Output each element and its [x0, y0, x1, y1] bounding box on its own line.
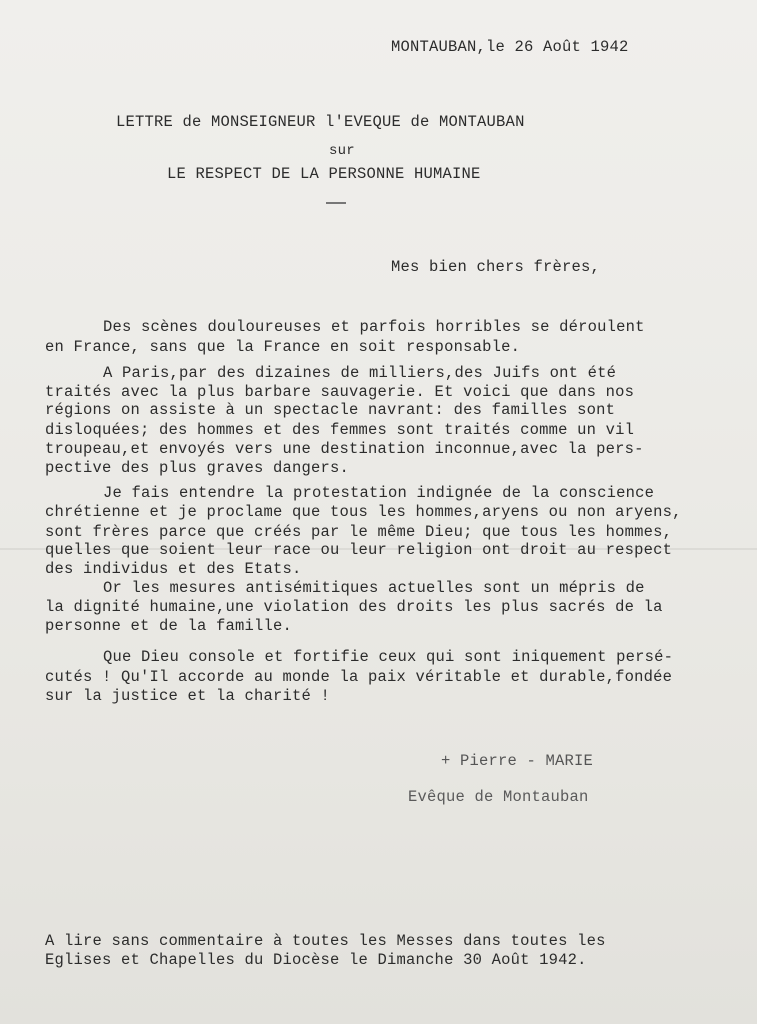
paragraph-2-line-2: traités avec la plus barbare sauvagerie. Et voici que dans nos: [45, 383, 635, 401]
paragraph-2-line-4: disloquées; des hommes et des femmes sont traités comme un vil: [45, 421, 635, 439]
paragraph-4-line-1: Or les mesures antisémitiques actuelles sont un mépris de: [103, 579, 645, 597]
paragraph-2-line-6: pective des plus graves dangers.: [45, 459, 350, 477]
paragraph-5-line-2: cutés ! Qu'Il accorde au monde la paix véritable et durable,fondée: [45, 668, 673, 686]
letter-title-line-2: sur: [329, 143, 355, 159]
paragraph-5-line-1: Que Dieu console et fortifie ceux qui sont iniquement persé-: [103, 648, 674, 666]
paragraph-5-line-3: sur la justice et la charité !: [45, 687, 331, 705]
paragraph-1-line-1: Des scènes douloureuses et parfois horribles se déroulent: [103, 318, 645, 336]
paragraph-3-line-2: chrétienne et je proclame que tous les hommes,aryens ou non aryens,: [45, 503, 682, 521]
letter-title-line-3: LE RESPECT DE LA PERSONNE HUMAINE: [167, 165, 481, 183]
salutation: Mes bien chers frères,: [391, 258, 601, 276]
paragraph-3-line-3: sont frères parce que créés par le même Dieu; que tous les hommes,: [45, 523, 673, 541]
paragraph-3-line-5: des individus et des Etats.: [45, 560, 302, 578]
signature-name: + Pierre - MARIE: [441, 752, 594, 770]
paragraph-2-line-5: troupeau,et envoyés vers une destination inconnue,avec la pers-: [45, 440, 644, 458]
paragraph-4-line-3: personne et de la famille.: [45, 617, 293, 635]
paragraph-1-line-2: en France, sans que la France en soit responsable.: [45, 338, 521, 356]
paragraph-2-line-3: régions on assiste à un spectacle navrant: des familles sont: [45, 401, 616, 419]
footer-line-2: Eglises et Chapelles du Diocèse le Dimanche 30 Août 1942.: [45, 951, 587, 969]
paragraph-2-line-1: A Paris,par des dizaines de milliers,des Juifs ont été: [103, 364, 617, 382]
letter-title-line-1: LETTRE de MONSEIGNEUR l'EVEQUE de MONTAUBAN: [116, 113, 525, 131]
paragraph-4-line-2: la dignité humaine,une violation des droits les plus sacrés de la: [45, 598, 663, 616]
footer-line-1: A lire sans commentaire à toutes les Messes dans toutes les: [45, 932, 606, 950]
title-divider: [326, 202, 346, 204]
paragraph-3-line-1: Je fais entendre la protestation indignée de la conscience: [103, 484, 655, 502]
dateline: MONTAUBAN,le 26 Août 1942: [391, 38, 629, 56]
signature-title: Evêque de Montauban: [408, 788, 589, 806]
paragraph-3-line-4: quelles que soient leur race ou leur religion ont droit au respect: [45, 541, 673, 559]
